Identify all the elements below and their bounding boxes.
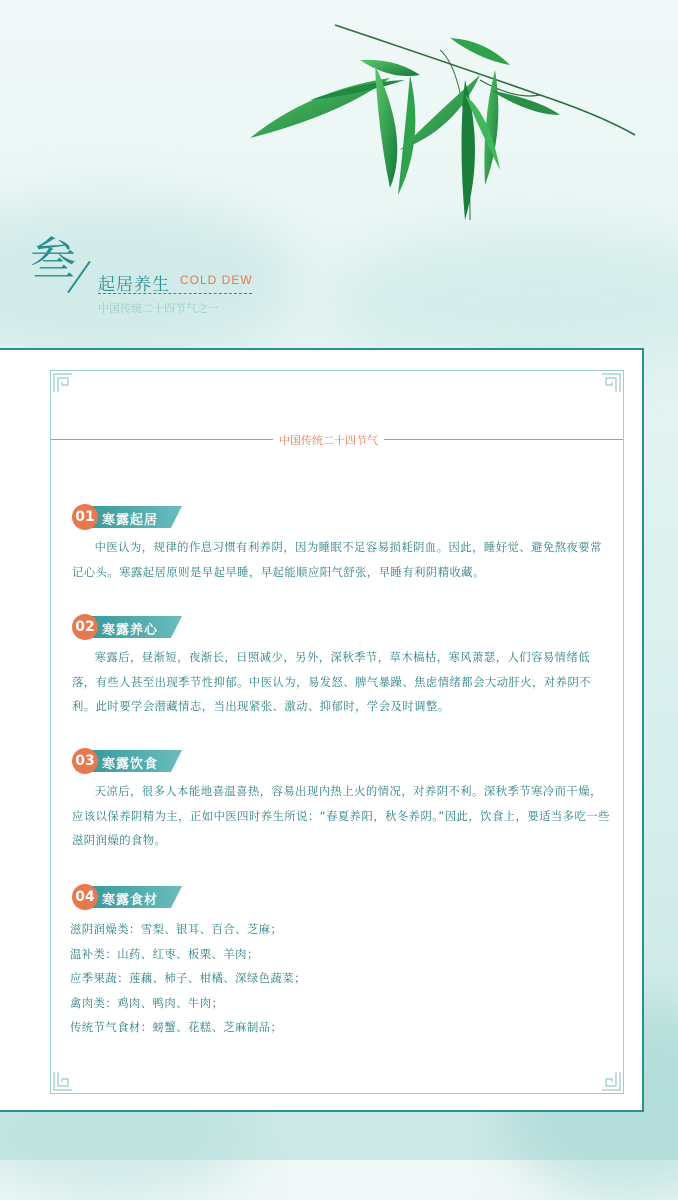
section-number-badge: 04 [72,884,98,910]
section-number-badge: 01 [72,504,98,530]
section-diet [72,748,612,854]
section-heading [72,884,612,910]
ingredient-list [70,918,612,1041]
section-heading [72,504,612,530]
page-title-english: COLD DEW [180,273,253,287]
list-item: 滋阴润燥类：雪梨、银耳、百合、芝麻； [70,923,283,936]
list-item: 禽肉类：鸡肉、鸭肉、牛肉； [70,996,224,1010]
section-heading [72,614,612,640]
corner-ornament [53,1071,73,1091]
list-item: 传统节气食材：螃蟹、花糕、芝麻制品； [70,1021,283,1034]
list-item: 温补类：山药、红枣、板栗、羊肉； [70,947,259,961]
page-subtitle: 中国传统二十四节气之一 [98,302,219,315]
section-mind [72,614,612,720]
section-title: 寒露食材 [102,893,159,908]
section-number-badge: 03 [72,748,98,774]
divider-label: 中国传统二十四节气 [273,432,384,448]
bamboo-illustration [240,20,650,240]
title-underline [98,293,252,294]
section-number-char: 叁 [30,232,76,286]
section-paragraph: 天凉后，很多人本能地喜温喜热，容易出现内热上火的情况，对养阴不利。深秋季节寒冷而干燥，应该以保养阴精为主，正如中医四时养生所说：“春夏养阳，秋冬养阴。”因此，饮食上，要适当多吃一些滋阴润燥的食物。 [72,785,610,847]
list-item: 应季果蔬：莲藕、柿子、柑橘、深绿色蔬菜； [70,972,306,985]
section-title: 寒露养心 [102,623,159,638]
corner-ornament [601,1071,621,1091]
section-number-badge: 02 [72,614,98,640]
section-sleep [72,504,612,585]
section-ingredients [72,884,612,1041]
corner-ornament [53,373,73,393]
section-paragraph: 寒露后，昼渐短，夜渐长，日照减少，另外，深秋季节，草木槁枯，寒风萧瑟，人们容易情绪低落，有些人甚至出现季节性抑郁。中医认为，易发怒、脾气暴躁、焦虑情绪都会大动肝火，对养阴不利。此时要学会潜藏情志，当出现紧张、激动、抑郁时，学会及时调整。 [72,651,592,713]
section-title: 寒露饮食 [102,757,159,772]
section-heading [72,748,612,774]
section-title: 寒露起居 [102,513,159,528]
corner-ornament [601,373,621,393]
page-title: 起居养生 [98,275,170,295]
section-paragraph: 中医认为，规律的作息习惯有利养阴，因为睡眠不足容易损耗阴血。因此，睡好觉、避免熬夜要常记心头。寒露起居原则是早起早睡，早起能顺应阳气舒张，早睡有利阴精收藏。 [72,541,602,579]
